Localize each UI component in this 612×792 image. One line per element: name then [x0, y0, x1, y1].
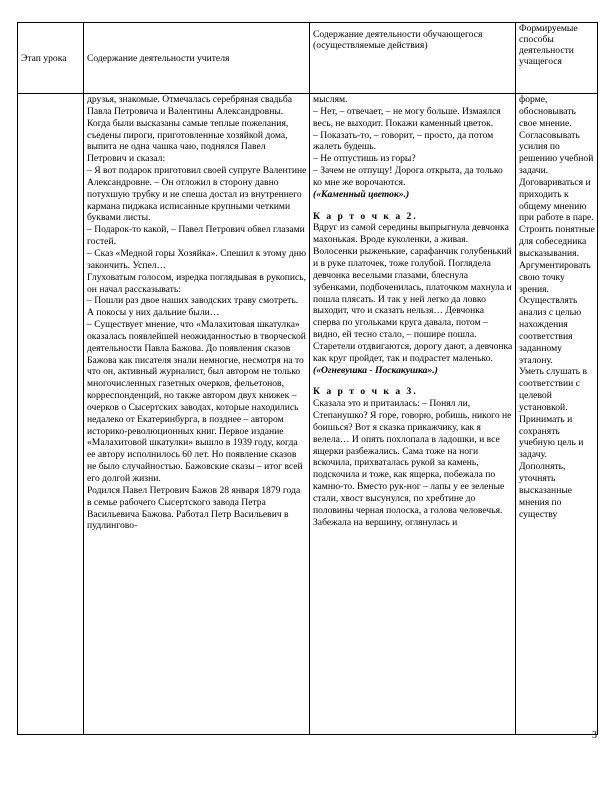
skill-item: Согласовывать усилия по решению учебной задачи. [519, 129, 594, 177]
student-activity-cell [310, 94, 516, 735]
card2-text: Вдруг из самой середины выпрыгнула девчонка махонькая. Вроде куколенки, а живая. Волосенки рыженькие, сарафанчик голубенький и в руке платочек, тоже голубой. Поглядела девчонка веселыми глазами, блеснула зубенками, подбоченилась, платочком махнула и пошла плясать. И так у ней легко да ловко выходит, что и сказать нельзя… Девчонка сперва по угольками круга давала, потом – видно, ей тесно стало, – пошире пошла. Старетели отдвигаются, дорогу дают, а девчонка как круг пройдет, так и подрастет маленько. [313, 222, 513, 364]
card3-heading: К а р т о ч к а 3. [313, 386, 418, 398]
skills-cell [516, 94, 598, 735]
skill-item: Дополнять, уточнять высказанные мнения по существу [519, 461, 573, 520]
skill-item: Осуществлять анализ с целью нахождения соответствия заданному эталону. [519, 295, 582, 366]
card2-source: («Огневушка - Поскакушка».) [313, 364, 438, 376]
skill-item: Принимать и сохранять учебную цель и задачу. [519, 413, 584, 461]
header-skills: Формируемые способы деятельности учащегося [516, 23, 598, 94]
header-teacher-activity: Содержание деятельности учителя [84, 23, 310, 94]
stage-cell [18, 94, 84, 735]
teacher-paragraph: – Сказ «Медной горы Хозяйка». Спешил к этому дню закончить. Успел… [87, 247, 306, 271]
teacher-paragraph: друзья, знакомые. Отмечалась серебряная свадьба Павла Петровича и Валентины Александровны. [87, 94, 293, 117]
lesson-table [17, 22, 598, 735]
teacher-paragraph: Родился Павел Петрович Бажов 28 января 1879 года в семье рабочего Сысертского завода Петра Васильевича Бажова. Работал Петр Васильевич в пудлинговo- [87, 484, 301, 532]
card1-line: мыслям. [313, 94, 348, 105]
skill-item: Строить понятные для собеседника высказывания. [519, 224, 595, 259]
teacher-activity-cell [84, 94, 310, 735]
teacher-paragraph: Когда были высказаны самые теплые пожелания, съедены пироги, приготовленные хозяйкой дома, выпита не одна чашка чаю, поднялся Павел Петрович и сказал: [87, 117, 289, 165]
table-row [18, 94, 598, 735]
teacher-paragraph: Глуховатым голосом, изредка поглядывая в рукопись, он начал рассказывать: [87, 271, 307, 295]
skill-item: Аргументировать свою точку зрения. [519, 259, 591, 295]
header-stage: Этап урока [18, 23, 84, 94]
teacher-paragraph: – Я вот подарок приготовил своей супруге Валентине Александровне. – Он отложил в сторону давно потухшую трубку и не спеша достал из внутреннего кармана пиджака исписанные крупными четкими буквами листы. [87, 165, 307, 224]
table-header-row [18, 23, 598, 94]
teacher-paragraph: – Пошли раз двое наших заводских траву смотреть. А покосы у них дальние были… [87, 295, 299, 319]
skill-item: форме, обосновывать свое мнение. [519, 94, 576, 129]
card2-heading: К а р т о ч к а 2. [313, 210, 418, 222]
page-number: 3 [592, 730, 597, 741]
header-student-activity: Содержание деятельности обучающегося (осуществляемые действия) [310, 23, 516, 94]
card1-source: («Каменный цветок».) [313, 188, 410, 200]
teacher-paragraph: – Существует мнение, что «Малахитовая шкатулка» оказалась появлейшей неожиданностью в творческой деятельности Павла Бажова. До появления сказов Бажова как писателя знали немногие, несмотря на то что он, активный журналист, был автором не только многочисленных газетных очерков, фельетонов, корреспонденций, но также автором двух книжек – очерков о Сысертских заводах, которые находились недалеко от Екатеринбурга, в позднее – автором историко-революционных книг. Первое издание «Малахитовой шкатулки» вышло в 1939 году, когда ее автору исполнилось 60 лет. Но появление сказов не было случайностью. Бажовские сказы – итог всей его долгой жизни. [87, 319, 306, 484]
teacher-paragraph: – Подарок-то какой, – Павел Петрович обвел глазами гостей. [87, 224, 305, 248]
card3-text: Сказала это и притаилась: – Понял ли, Степанушко? Я горе, говорю, робишь, никого не боишься? Вот я сказка прикажчику, как я велела… И опять похлопала в ладошки, и все ящерки разбежались. Сама тоже на ноги вскочила, прихваталась рукой за камень, подскочила и тоже, как ящерка, побежала по камню-то. Вместо рук-ног – лапы у ее зеленые стали, хвост высунулся, по хребтине до половины черная полоска, а голова человечья. Забежала на вершину, оглянулась и [313, 398, 512, 528]
card1-line: – Нет, – отвечает, – не могу больше. Измаялся весь, не выходит. Покажи каменный цветок. [313, 105, 501, 129]
card1-line: – Не отпустишь из горы? [313, 153, 416, 165]
card1-line: – Показать-то, – говорит, – просто, да потом жалеть будешь. [313, 129, 494, 153]
card1-line: – Зачем не отпущу! Дорога открыта, да только ко мне же ворочаются. [313, 165, 503, 188]
skill-item: Уметь слушать в соответствии с целевой установкой. [519, 366, 587, 413]
skill-item: Договариваться и приходить к общему мнению при работе в паре. [519, 176, 594, 224]
